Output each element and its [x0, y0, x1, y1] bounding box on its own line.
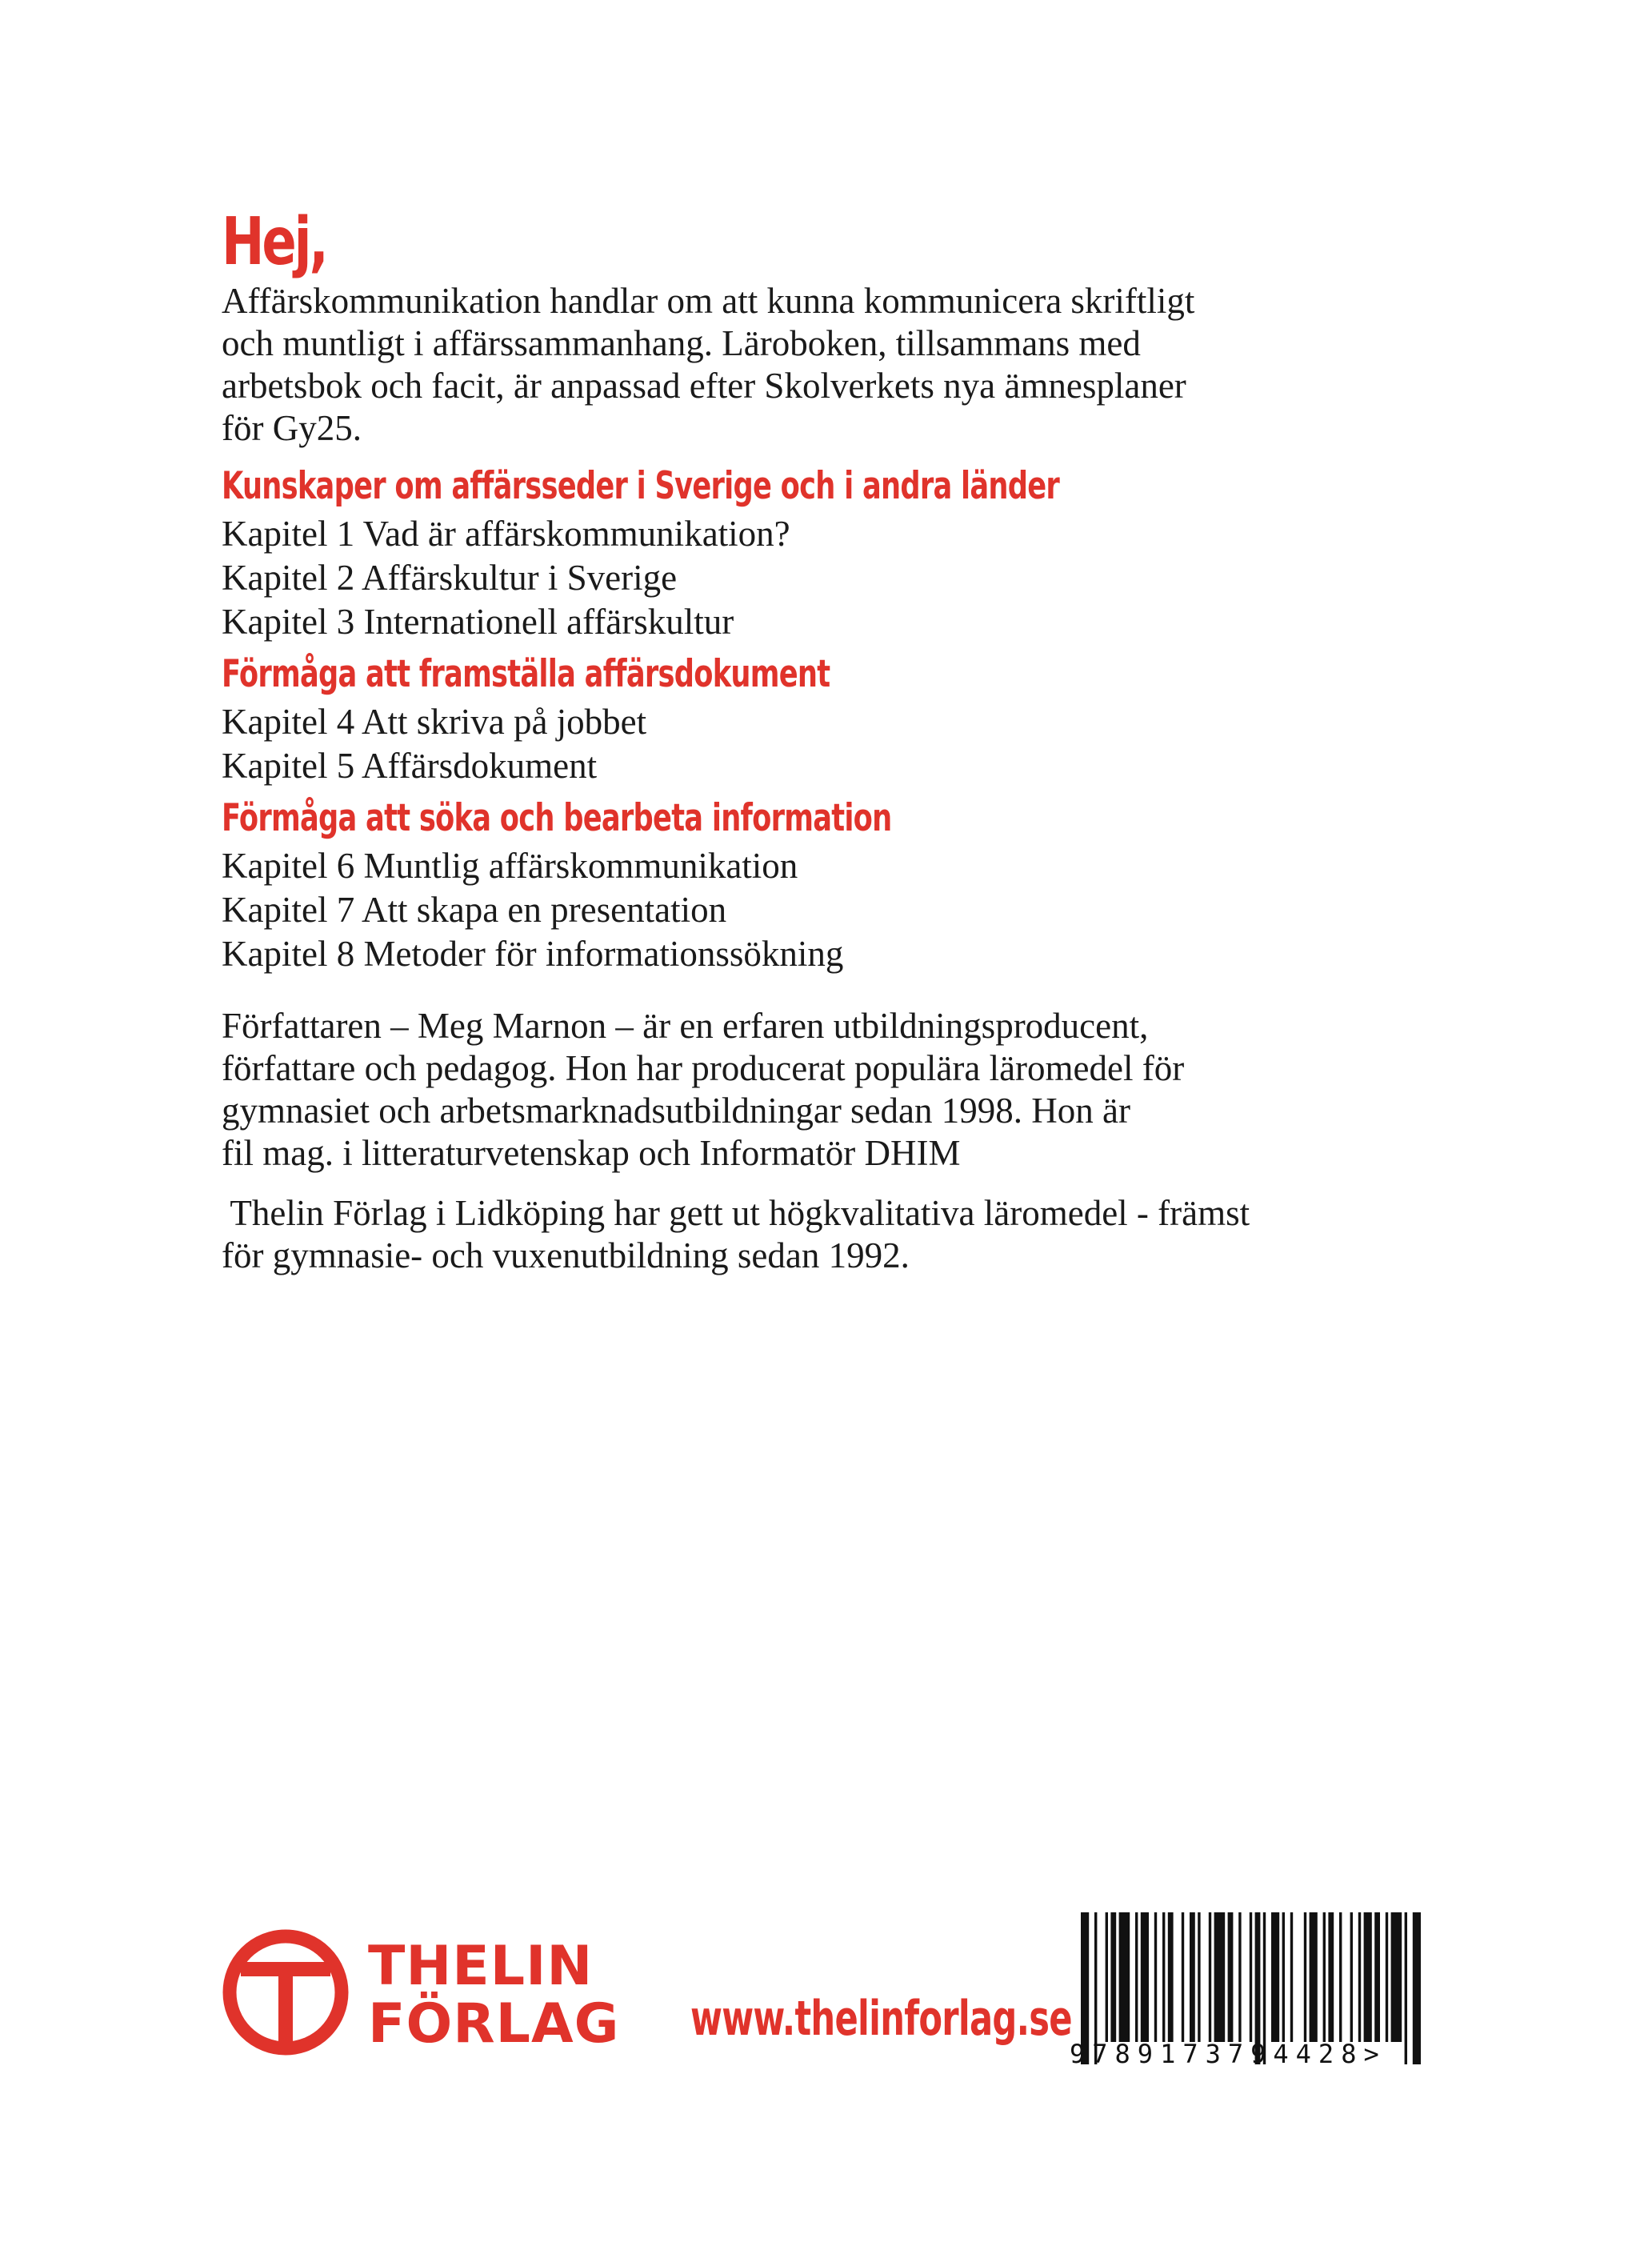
barcode-bar [1238, 1912, 1241, 2042]
section-affarsdokument [222, 652, 1406, 788]
barcode-bar [1290, 1912, 1293, 2042]
intro-line: för Gy25. [222, 408, 362, 448]
isbn-digits: 9789173794428> [1070, 2039, 1386, 2069]
logo-line-2: FÖRLAG [368, 1992, 620, 2056]
back-cover-text [222, 204, 1406, 1277]
barcode-bar [1364, 1912, 1372, 2042]
chapter-item: Kapitel 3 Internationell affärskultur [222, 602, 734, 642]
barcode-bar [1358, 1912, 1361, 2042]
barcode-bar [1271, 1912, 1279, 2042]
barcode-bar [1339, 1912, 1342, 2042]
section-title: Kunskaper om affärsseder i Sverige och i andra länder [222, 464, 1060, 508]
barcode-bar [1310, 1912, 1318, 2042]
barcode-bar [1228, 1912, 1234, 2042]
intro-paragraph [222, 280, 1406, 450]
author-line: gymnasiet och arbetsmarknadsutbildningar sedan 1998. Hon är [222, 1091, 1130, 1131]
section-title: Förmåga att söka och bearbeta information [222, 796, 892, 840]
website-url[interactable]: www.thelinforlag.se [690, 1991, 1072, 2047]
barcode-bar [1374, 1912, 1380, 2042]
barcode-bar [1110, 1912, 1116, 2042]
barcode-bar [1154, 1912, 1157, 2042]
barcode-bar [1162, 1912, 1165, 2042]
barcode-bar [1386, 1912, 1388, 2042]
barcode-bar [1391, 1912, 1402, 2042]
barcode-bar [1135, 1912, 1138, 2042]
barcode-bar [1209, 1912, 1211, 2042]
publisher-line: för gymnasie- och vuxenutbildning sedan 1992. [222, 1235, 910, 1275]
section-affarsseder [222, 464, 1406, 644]
chapter-item: Kapitel 7 Att skapa en presentation [222, 890, 727, 930]
author-paragraph [222, 1005, 1406, 1175]
section-information [222, 796, 1406, 976]
barcode-bar [1282, 1912, 1285, 2042]
chapter-item: Kapitel 8 Metoder för informationssökning [222, 934, 844, 974]
logo-wordmark [368, 1935, 620, 2056]
barcode-bar [1214, 1912, 1226, 2042]
barcode-bar [1250, 1912, 1252, 2042]
barcode-bar [1198, 1912, 1200, 2042]
thelin-t-circle-icon [222, 1928, 350, 2056]
back-cover-footer [222, 1912, 1502, 2112]
barcode-bar [1323, 1912, 1326, 2042]
publisher-line: Thelin Förlag i Lidköping har gett ut högkvalitativa läromedel - främst [222, 1193, 1250, 1233]
author-line: författare och pedagog. Hon har producerat populära läromedel för [222, 1048, 1185, 1088]
logo-line-1: THELIN [368, 1935, 594, 1998]
barcode-bar [1141, 1912, 1149, 2042]
barcode-bar [1106, 1912, 1108, 2042]
intro-line: arbetsbok och facit, är anpassad efter Skolverkets nya ämnesplaner [222, 366, 1186, 406]
section-title: Förmåga att framställa affärsdokument [222, 652, 830, 696]
isbn-barcode [1070, 1912, 1502, 2096]
chapter-item: Kapitel 6 Muntlig affärskommunikation [222, 846, 798, 886]
barcode-bar [1350, 1912, 1353, 2042]
publisher-logo [222, 1928, 638, 2064]
barcode-bar [1190, 1912, 1195, 2042]
chapter-item: Kapitel 2 Affärskultur i Sverige [222, 558, 678, 598]
author-line: Författaren – Meg Marnon – är en erfaren utbildningsproducent, [222, 1006, 1149, 1046]
barcode-bar [1328, 1912, 1334, 2042]
barcode-bar [1182, 1912, 1184, 2042]
barcode-bar [1304, 1912, 1306, 2042]
chapter-item: Kapitel 5 Affärsdokument [222, 746, 598, 786]
author-line: fil mag. i litteraturvetenskap och Informatör DHIM [222, 1133, 961, 1173]
publisher-paragraph [222, 1192, 1406, 1277]
barcode-bar [1168, 1912, 1174, 2042]
intro-line: Affärskommunikation handlar om att kunna kommunicera skriftligt [222, 281, 1195, 321]
intro-line: och muntligt i affärssammanhang. Läroboken, tillsammans med [222, 323, 1141, 363]
barcode-bar [1119, 1912, 1130, 2042]
greeting-heading: Hej, [222, 204, 326, 280]
chapter-item: Kapitel 1 Vad är affärskommunikation? [222, 514, 790, 554]
chapter-item: Kapitel 4 Att skriva på jobbet [222, 702, 647, 742]
